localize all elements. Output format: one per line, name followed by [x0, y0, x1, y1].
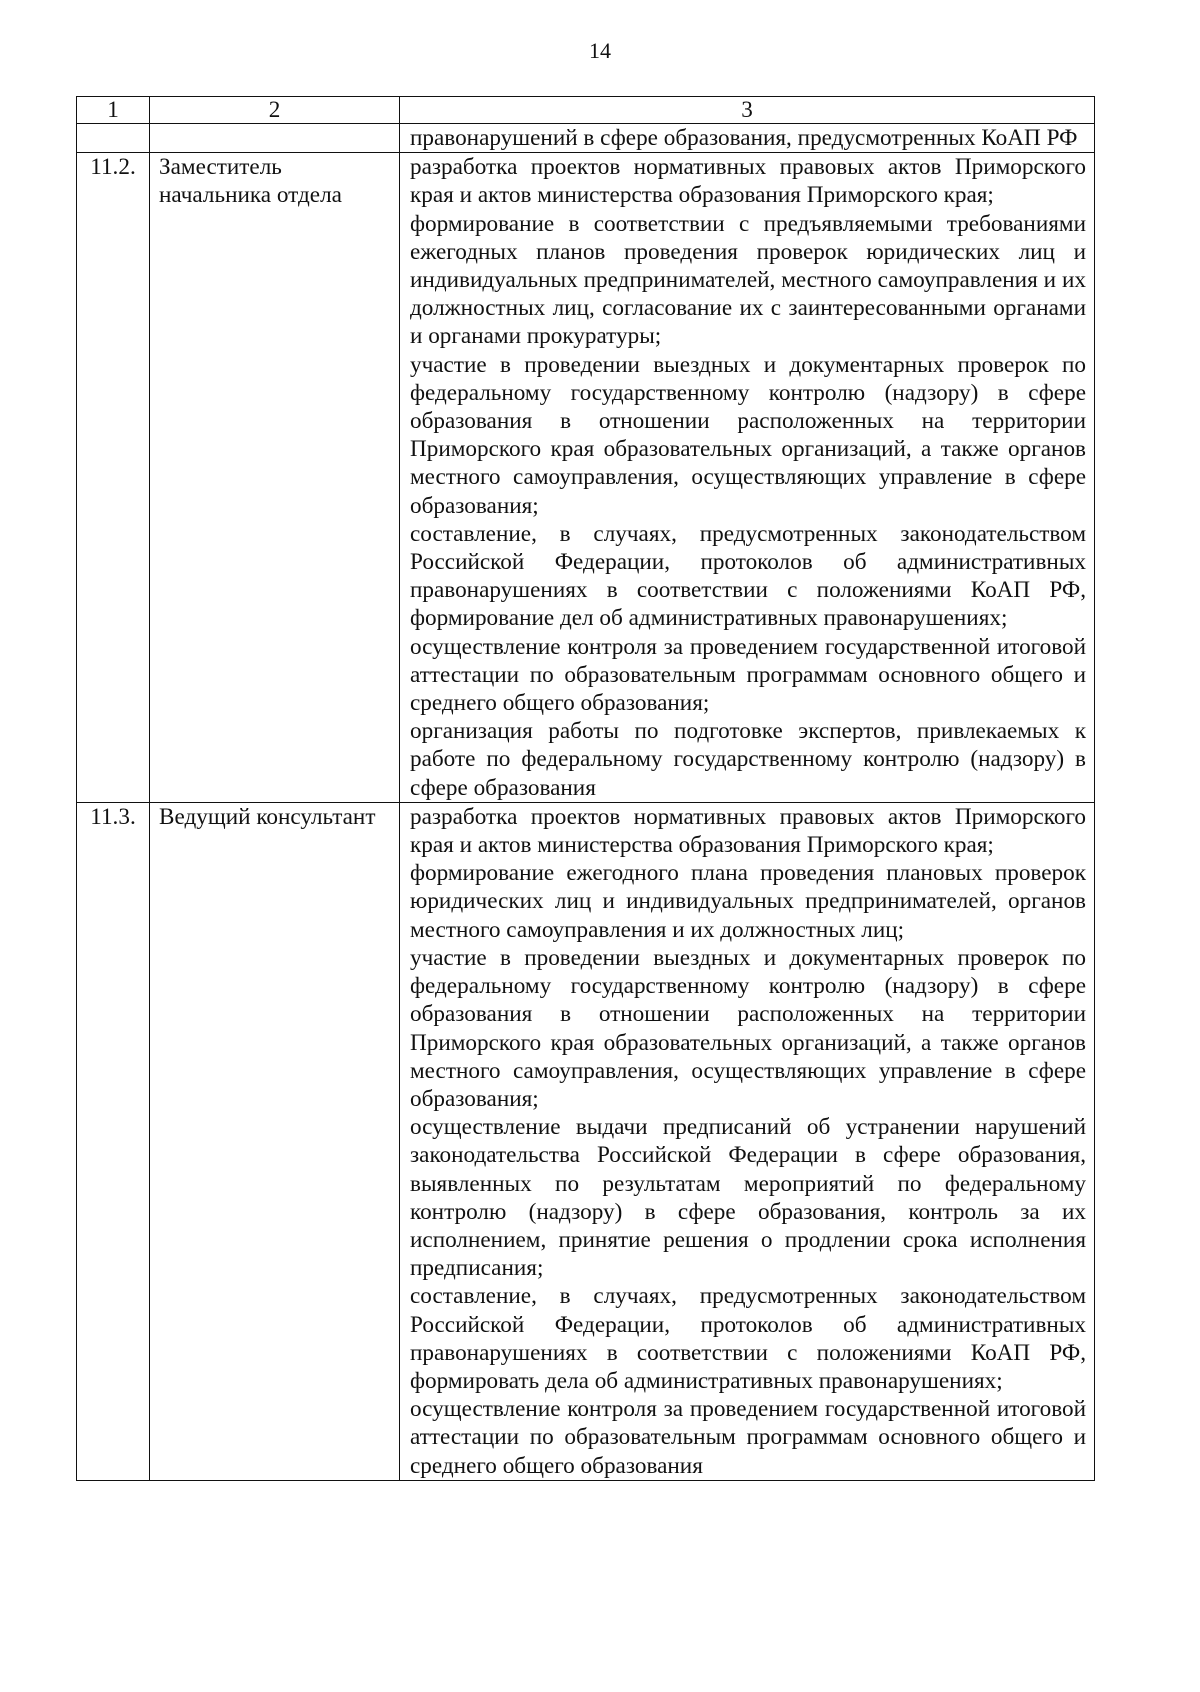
duty-item: составление, в случаях, предусмотренных законодательством Российской Федерации, протоколов об административных правонарушениях в соответствии с положениями КоАП РФ, формировать дела об административных правонарушениях;	[410, 1283, 1086, 1394]
duty-item: организация работы по подготовке экспертов, привлекаемых к работе по федеральному государственному контролю (надзору) в сфере образования	[410, 718, 1086, 801]
duty-item: участие в проведении выездных и документарных проверок по федеральному государственному контролю (надзору) в сфере образования в отношении расположенных на территории Приморского края образовательных организаций, а также органов местного самоуправления, осуществляющих управление в сфере образования;	[410, 944, 1086, 1112]
duty-item: формирование ежегодного плана проведения плановых проверок юридических лиц и индивидуальных предпринимателей, органов местного самоуправления и их должностных лиц;	[410, 860, 1086, 943]
duty-item: формирование в соответствии с предъявляемыми требованиями ежегодных планов проведения проверок юридических лиц и индивидуальных предпринимателей, местного самоуправления и их должностных лиц, согласование их с заинтересованными органами и органами прокуратуры;	[410, 210, 1086, 350]
duty-item: составление, в случаях, предусмотренных законодательством Российской Федерации, протоколов об административных правонарушениях в соответствии с положениями КоАП РФ, формирование дел об административных правонарушениях;	[410, 520, 1086, 632]
duties-table	[76, 96, 1095, 1481]
duty-item: правонарушений в сфере образования, предусмотренных КоАП РФ	[410, 125, 1078, 151]
header-col-3: 3	[400, 97, 1095, 124]
duty-item: осуществление выдачи предписаний об устранении нарушений законодательства Российской Федерации в сфере образования, выявленных по результатам мероприятий по федеральному контролю (надзору) в сфере образования, контроль за их исполнением, принятие решения о продлении срока исполнения предписания;	[410, 1114, 1086, 1282]
duty-item: разработка проектов нормативных правовых актов Приморского края и актов министерства образования Приморского края;	[410, 154, 1086, 209]
row-number: 11.2.	[77, 153, 150, 803]
duty-item: разработка проектов нормативных правовых актов Приморского края и актов министерства образования Приморского края;	[410, 803, 1086, 859]
duty-item: осуществление контроля за проведением государственной итоговой аттестации по образовательным программам основного общего и среднего общего образования;	[410, 633, 1086, 717]
row-position: Заместитель начальника отдела	[150, 153, 400, 803]
row-duties	[400, 802, 1095, 1480]
table-row-continuation	[77, 124, 1095, 153]
page-number: 14	[589, 38, 611, 63]
row-position: Ведущий консультант	[150, 802, 400, 1480]
table-row-11-2	[77, 153, 1095, 803]
header-col-2: 2	[150, 97, 400, 124]
table-row-11-3	[77, 802, 1095, 1480]
duty-item: осуществление контроля за проведением государственной итоговой аттестации по образовательным программам основного общего и среднего общего образования	[410, 1396, 1086, 1479]
row-number: 11.3.	[77, 802, 150, 1480]
row-number	[77, 124, 150, 153]
row-position	[150, 124, 400, 153]
header-col-1: 1	[77, 97, 150, 124]
row-duties	[400, 124, 1095, 153]
table-header-row	[77, 97, 1095, 124]
row-duties	[400, 153, 1095, 803]
duty-item: участие в проведении выездных и документарных проверок по федеральному государственному контролю (надзору) в сфере образования в отношении расположенных на территории Приморского края образовательных организаций, а также органов местного самоуправления, осуществляющих управление в сфере образования;	[410, 351, 1086, 519]
